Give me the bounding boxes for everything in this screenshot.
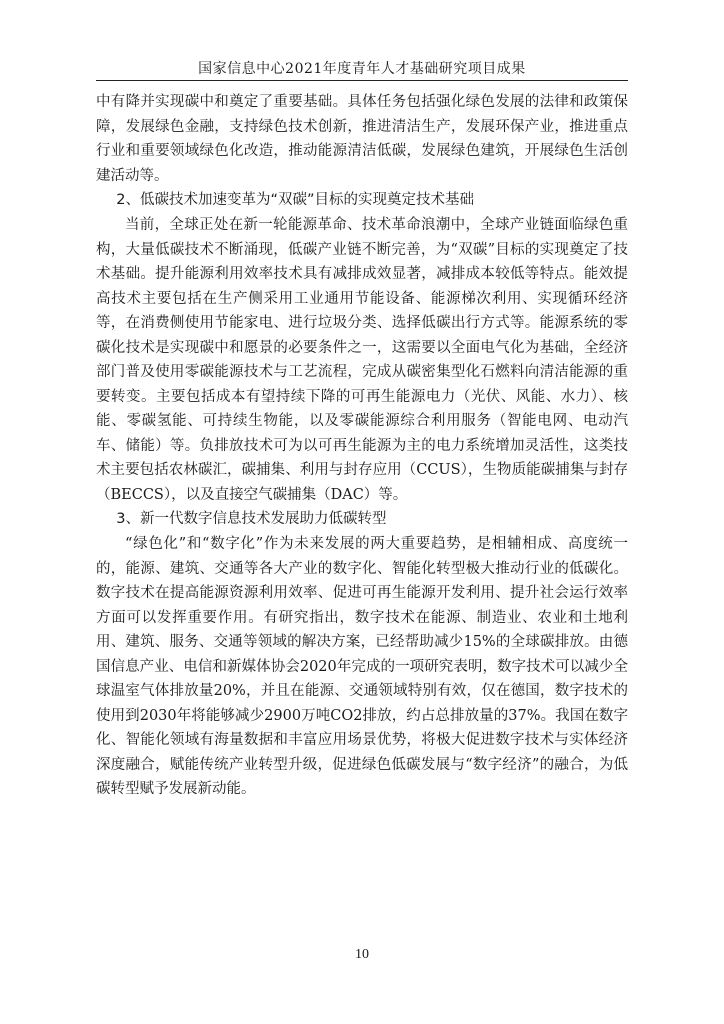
section-heading-2: 2、低碳技术加速变革为“双碳”目标的实现奠定技术基础	[116, 192, 475, 208]
header-rule	[96, 80, 628, 81]
page-number: 10	[355, 947, 369, 962]
paragraph-continued: 中有降并实现碳中和奠定了重要基础。具体任务包括强化绿色发展的法律和政策保障，发展绿色金融，支持绿色技术创新，推进清洁生产，发展环保产业，推进重点行业和重要领域绿色化改造，推动能源清洁低碳，发展绿色建筑，开展绿色生活创建活动等。	[96, 94, 628, 184]
paragraph-3: “绿色化”和“数字化”作为未来发展的两大重要趋势，是相辅相成、高度统一的，能源、建筑、交通等各大产业的数字化、智能化转型极大推动行业的低碳化。数字技术在提高能源资源利用效率、促进可再生能源开发利用、提升社会运行效率方面可以发挥重要作用。有研究指出，数字技术在能源、制造业、农业和土地利用、建筑、服务、交通等领域的解决方案，已经帮助减少15%的全球碳排放。由德国信息产业、电信和新媒体协会2020年完成的一项研究表明，数字技术可以减少全球温室气体排放量20%，并且在能源、交通领域特别有效，仅在德国，数字技术的使用到2030年将能够减少2900万吨CO2排放，约占总排放量的37%。我国在数字化、智能化领域有海量数据和丰富应用场景优势，将极大促进数字技术与实体经济深度融合，赋能传统产业转型升级，促进绿色低碳发展与“数字经济”的融合，为低碳转型赋予发展新动能。	[96, 536, 628, 797]
body-text	[96, 90, 628, 802]
section-heading-3: 3、新一代数字信息技术发展助力低碳转型	[116, 511, 387, 527]
paragraph-2: 当前，全球正处在新一轮能源革命、技术革命浪潮中，全球产业链面临绿色重构，大量低碳技术不断涌现，低碳产业链不断完善，为“双碳”目标的实现奠定了技术基础。提升能源利用效率技术具有减排成效显著，减排成本较低等特点。能效提高技术主要包括在生产侧采用工业通用节能设备、能源梯次利用、实现循环经济等，在消费侧使用节能家电、进行垃圾分类、选择低碳出行方式等。能源系统的零碳化技术是实现碳中和愿景的必要条件之一，这需要以全面电气化为基础，全经济部门普及使用零碳能源技术与工艺流程，完成从碳密集型化石燃料向清洁能源的重要转变。主要包括成本有望持续下降的可再生能源电力（光伏、风能、水力）、核能、零碳氢能、可持续生物能，以及零碳能源综合利用服务（智能电网、电动汽车、储能）等。负排放技术可为以可再生能源为主的电力系统增加灵活性，这类技术主要包括农林碳汇，碳捕集、利用与封存应用（CCUS），生物质能碳捕集与封存（BECCS），以及直接空气碳捕集（DAC）等。	[96, 217, 628, 503]
running-header: 国家信息中心2021年度青年人才基础研究项目成果	[198, 61, 526, 77]
